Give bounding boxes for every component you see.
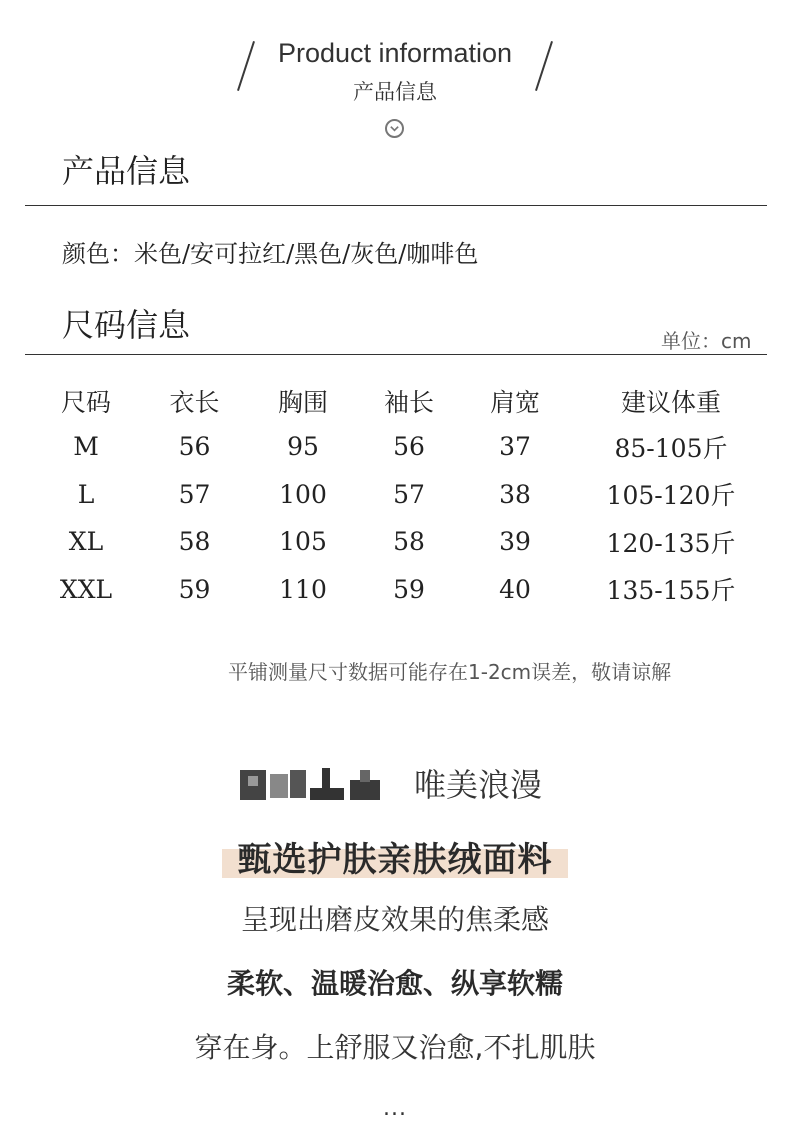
- chevron-glyph: [389, 123, 400, 134]
- table-cell: 58: [393, 527, 425, 557]
- table-row: [30, 471, 771, 519]
- column-header: 胸围: [277, 387, 328, 417]
- table-cell: 135-155斤: [606, 576, 736, 606]
- column-header: 衣长: [169, 387, 220, 417]
- table-cell: 105: [279, 527, 327, 557]
- table-row: [30, 518, 771, 566]
- header-title-cn: 产品信息: [353, 80, 437, 104]
- table-cell: 57: [393, 479, 425, 509]
- tagline: 唯美浪漫: [414, 766, 543, 804]
- product-section-rule: [25, 205, 767, 206]
- table-row: [30, 566, 771, 614]
- table-header-row: [30, 378, 771, 423]
- product-section-title: 产品信息: [62, 152, 191, 190]
- table-cell: 110: [279, 574, 327, 604]
- table-cell: 105-120斤: [606, 481, 736, 511]
- table-row: [30, 423, 771, 471]
- table-cell: 37: [499, 432, 531, 462]
- column-header: 尺码: [60, 387, 111, 417]
- measurement-note: 平铺测量尺寸数据可能存在1-2cm误差，敬请谅解: [228, 660, 672, 684]
- color-options: 颜色：米色/安可拉红/黑色/灰色/咖啡色: [62, 240, 479, 268]
- promo-line-3: 柔软、温暖治愈、纵享软糯: [226, 967, 563, 1000]
- promo-headline: 甄选护肤亲肤绒面料: [237, 840, 553, 880]
- unit-label: 单位：cm: [661, 329, 752, 353]
- table-cell: 57: [178, 479, 211, 509]
- table-cell: XL: [68, 527, 104, 557]
- blurred-brand-logo: [240, 766, 382, 800]
- table-cell: M: [73, 432, 99, 462]
- promo-line-2: 呈现出磨皮效果的焦柔感: [240, 903, 549, 936]
- column-header: 建议体重: [620, 387, 721, 417]
- more-ellipsis: ...: [383, 1096, 407, 1121]
- size-table: [30, 378, 771, 613]
- table-cell: 95: [287, 432, 319, 462]
- table-cell: 59: [393, 574, 425, 604]
- table-cell: 85-105斤: [614, 433, 728, 463]
- table-cell: 38: [499, 479, 531, 509]
- promo-line-4: 穿在身。上舒服又治愈,不扎肌肤: [194, 1031, 596, 1064]
- table-cell: 100: [279, 479, 327, 509]
- size-section-title: 尺码信息: [62, 306, 191, 344]
- table-cell: 120-135斤: [606, 528, 736, 558]
- table-cell: 58: [178, 527, 211, 557]
- chevron-down-icon: [385, 119, 404, 138]
- table-cell: 59: [178, 574, 211, 604]
- size-section-rule: [25, 354, 767, 355]
- table-cell: XXL: [59, 574, 113, 604]
- table-cell: 39: [499, 527, 531, 557]
- table-cell: 56: [393, 432, 425, 462]
- table-cell: L: [77, 479, 95, 509]
- table-cell: 40: [499, 574, 531, 604]
- column-header: 肩宽: [489, 387, 540, 417]
- header-title-en: Product information: [277, 38, 513, 68]
- column-header: 袖长: [383, 387, 434, 417]
- table-cell: 56: [178, 432, 211, 462]
